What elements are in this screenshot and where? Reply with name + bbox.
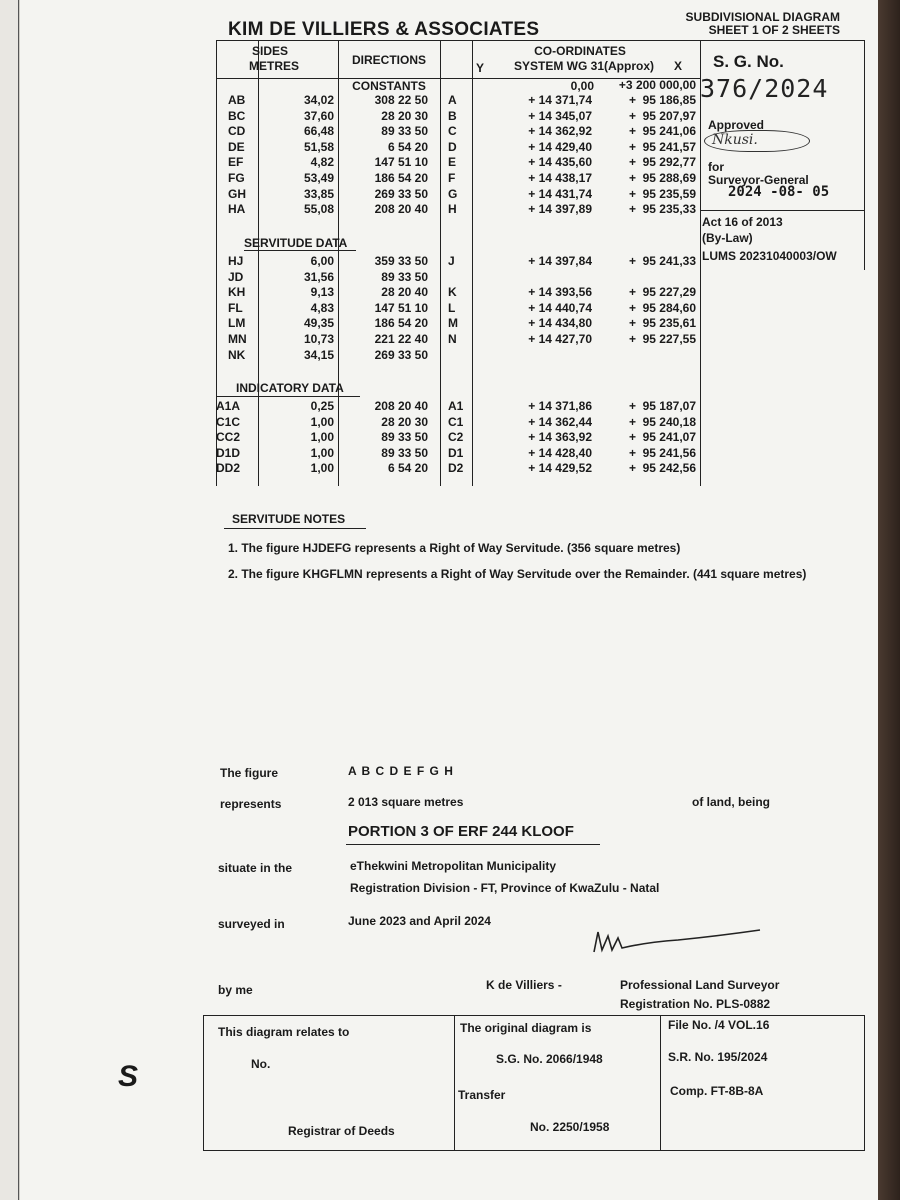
cell-point: A xyxy=(448,93,457,107)
for-label: for xyxy=(708,160,724,174)
relates-no-label: No. xyxy=(251,1057,271,1071)
cell-y-coordinate: + 14 362,92 xyxy=(528,124,592,139)
system-header: SYSTEM WG 31(Approx) xyxy=(514,59,655,73)
sr-number: S.R. No. 195/2024 xyxy=(668,1050,768,1064)
cell-x-coordinate: + 95 186,85 xyxy=(628,93,696,107)
cell-point: M xyxy=(448,316,458,331)
background-right-edge xyxy=(878,0,900,1200)
sg-box-right-rule xyxy=(864,40,865,270)
note-1: 1. The figure HJDEFG represents a Right of Way Servitude. (356 square metres) xyxy=(228,541,681,555)
approval-date: 2024 -08- 05 xyxy=(728,184,830,200)
directions-divider xyxy=(440,40,441,486)
indicatory-title-underline xyxy=(216,396,360,397)
cell-length: 10,73 xyxy=(303,332,334,346)
cell-direction: 28 20 40 xyxy=(381,285,428,300)
indicatory-data-title: INDICATORY DATA xyxy=(236,381,344,395)
cell-length: 1,00 xyxy=(310,461,334,476)
margin-mark: S xyxy=(118,1060,139,1093)
metres-header: METRES xyxy=(248,59,299,73)
cell-x-coordinate: + 95 242,56 xyxy=(628,461,696,476)
cell-point: G xyxy=(448,186,458,201)
cell-direction: 186 54 20 xyxy=(374,171,428,185)
original-diagram-label: The original diagram is xyxy=(460,1021,592,1035)
surveyor-name: K de Villiers - xyxy=(486,978,562,992)
cell-side: BC xyxy=(228,108,246,123)
property-underline xyxy=(346,844,600,845)
figure-value: A B C D E F G H xyxy=(348,764,454,778)
note-2: 2. The figure KHGFLMN represents a Right of Way Servitude over the Remainder. (441 square metres) xyxy=(228,567,807,581)
cell-direction: 6 54 20 xyxy=(387,139,428,154)
sheet-number: SHEET 1 OF 2 SHEETS xyxy=(708,23,840,37)
cell-length: 0,25 xyxy=(310,399,334,413)
cell-length: 34,15 xyxy=(303,347,334,362)
sg-number: 376/2024 xyxy=(700,74,829,103)
cell-length: 55,08 xyxy=(303,202,334,217)
cell-y-coordinate: + 14 429,52 xyxy=(528,461,592,476)
cell-side: EF xyxy=(228,155,244,170)
footer-right-rule xyxy=(864,1015,865,1151)
cell-direction: 208 20 40 xyxy=(374,202,428,217)
cell-x-coordinate: + 95 235,33 xyxy=(628,202,696,217)
cell-point: D2 xyxy=(448,461,464,476)
cell-x-coordinate: + 95 241,07 xyxy=(628,430,696,445)
cell-length: 1,00 xyxy=(310,414,334,429)
cell-direction: 186 54 20 xyxy=(374,316,428,331)
cell-point: C xyxy=(448,124,457,139)
diagram-sheet xyxy=(20,0,878,1200)
cell-point: D xyxy=(448,139,457,154)
cell-point: E xyxy=(448,155,457,170)
cell-point: F xyxy=(448,171,456,185)
cell-side: DD2 xyxy=(216,461,241,476)
cell-length: 1,00 xyxy=(310,445,334,460)
original-sg-number: S.G. No. 2066/1948 xyxy=(496,1052,603,1066)
cell-direction: 28 20 30 xyxy=(381,108,428,123)
cell-side: JD xyxy=(228,269,244,284)
cell-y-coordinate: + 14 429,40 xyxy=(528,139,592,154)
cell-length: 4,83 xyxy=(310,300,334,315)
cell-length: 4,82 xyxy=(310,155,334,170)
coordinates-header: CO-ORDINATES xyxy=(534,44,626,58)
directions-header: DIRECTIONS xyxy=(351,53,426,67)
cell-x-coordinate: + 95 241,56 xyxy=(628,445,696,460)
cell-x-coordinate: + 95 227,29 xyxy=(628,285,696,300)
cell-x-coordinate: + 95 235,59 xyxy=(628,186,696,201)
cell-side: CD xyxy=(228,124,246,139)
cell-x-coordinate: + 95 284,60 xyxy=(628,300,696,315)
cell-direction: 89 33 50 xyxy=(381,445,428,460)
cell-x-coordinate: + 95 241,33 xyxy=(628,254,696,268)
figure-label: The figure xyxy=(220,766,279,780)
approved-label: Approved xyxy=(708,118,765,132)
cell-point: D1 xyxy=(448,445,464,460)
cell-length: 1,00 xyxy=(310,430,334,445)
servitude-data-title: SERVITUDE DATA xyxy=(244,236,348,250)
cell-y-coordinate: + 14 363,92 xyxy=(528,430,592,445)
cell-side: FL xyxy=(228,300,243,315)
surveyor-signature xyxy=(588,924,768,958)
act-label: Act 16 of 2013 xyxy=(702,215,783,229)
cell-y-coordinate: + 14 440,74 xyxy=(528,300,592,315)
cell-point: C2 xyxy=(448,430,464,445)
cell-direction: 208 20 40 xyxy=(374,399,428,413)
cell-length: 34,02 xyxy=(303,93,334,107)
registration-division: Registration Division - FT, Province of KwaZulu - Natal xyxy=(350,881,660,895)
cell-direction: 89 33 50 xyxy=(381,124,428,139)
cell-direction: 269 33 50 xyxy=(374,347,428,362)
cell-length: 53,49 xyxy=(303,171,334,185)
comp-number: Comp. FT-8B-8A xyxy=(670,1084,764,1098)
cell-y-coordinate: + 14 371,74 xyxy=(528,93,592,107)
municipality: eThekwini Metropolitan Municipality xyxy=(350,859,557,873)
cell-y-coordinate: + 14 393,56 xyxy=(528,285,592,300)
cell-direction: 6 54 20 xyxy=(387,461,428,476)
cell-direction: 269 33 50 xyxy=(374,186,428,201)
relates-label: This diagram relates to xyxy=(218,1025,350,1039)
cell-point: K xyxy=(448,285,457,300)
cell-side: LM xyxy=(228,316,246,331)
situate-label: situate in the xyxy=(218,861,293,875)
profession: Professional Land Surveyor xyxy=(620,978,780,992)
cell-direction: 359 33 50 xyxy=(374,254,428,268)
footer-left-rule xyxy=(203,1015,204,1151)
cell-length: 49,35 xyxy=(303,316,334,331)
cell-y-coordinate: + 14 434,80 xyxy=(528,316,592,331)
cell-length: 33,85 xyxy=(303,186,334,201)
cell-direction: 147 51 10 xyxy=(374,155,428,170)
cell-side: GH xyxy=(228,186,246,201)
cell-side: C1C xyxy=(216,414,241,429)
by-me-label: by me xyxy=(218,983,253,997)
registration-number: Registration No. PLS-0882 xyxy=(620,997,771,1011)
cell-x-coordinate: + 95 292,77 xyxy=(628,155,696,170)
cell-y-coordinate: + 14 431,74 xyxy=(528,186,592,201)
x-header: X xyxy=(674,59,683,73)
cell-y-coordinate: + 14 371,86 xyxy=(528,399,592,413)
transfer-label: Transfer xyxy=(458,1088,506,1102)
cell-side: AB xyxy=(228,93,246,107)
cell-point: L xyxy=(448,300,456,315)
cell-length: 37,60 xyxy=(303,108,334,123)
cell-side: HJ xyxy=(228,254,244,268)
bylaw-label: (By-Law) xyxy=(702,231,753,245)
cell-point: C1 xyxy=(448,414,464,429)
cell-y-coordinate: + 14 438,17 xyxy=(528,171,592,185)
cell-side: MN xyxy=(228,332,247,346)
of-land-label: of land, being xyxy=(692,795,770,809)
cell-x-coordinate: + 95 187,07 xyxy=(628,399,696,413)
footer-mid-rule-2 xyxy=(660,1015,661,1151)
cell-x-coordinate: + 95 227,55 xyxy=(628,332,696,346)
coords-right-rule xyxy=(700,40,701,486)
sg-box-bottom-rule xyxy=(700,210,864,211)
cell-direction: 28 20 30 xyxy=(381,414,428,429)
represents-label: represents xyxy=(220,797,282,811)
cell-x-coordinate: + 95 240,18 xyxy=(628,414,696,429)
surveyed-label: surveyed in xyxy=(218,917,285,931)
cell-direction: 221 22 40 xyxy=(374,332,428,346)
cell-point: N xyxy=(448,332,457,346)
cell-y-coordinate: + 14 397,84 xyxy=(528,254,592,268)
transfer-number: No. 2250/1958 xyxy=(530,1120,610,1134)
cell-x-coordinate: + 95 288,69 xyxy=(628,171,696,185)
footer-bottom-rule xyxy=(203,1150,865,1151)
cell-direction: 308 22 50 xyxy=(374,93,428,107)
cell-x-coordinate: + 95 235,61 xyxy=(628,316,696,331)
diagram-type: SUBDIVISIONAL DIAGRAM xyxy=(685,10,840,24)
property-description: PORTION 3 OF ERF 244 KLOOF xyxy=(348,823,574,840)
cell-y-coordinate: + 14 435,60 xyxy=(528,155,592,170)
lums-number: LUMS 20231040003/OW xyxy=(702,249,837,263)
cell-side: DE xyxy=(228,139,245,154)
cell-side: FG xyxy=(228,171,245,185)
cell-x-coordinate: + 95 207,97 xyxy=(628,108,696,123)
table-top-rule xyxy=(216,40,864,41)
cell-point: H xyxy=(448,202,457,217)
cell-direction: 147 51 10 xyxy=(374,300,428,315)
footer-mid-rule-1 xyxy=(454,1015,455,1151)
cell-side: CC2 xyxy=(216,430,241,445)
background-left-edge xyxy=(0,0,19,1200)
cell-x-coordinate: + 95 241,06 xyxy=(628,124,696,139)
cell-y-coordinate: + 14 345,07 xyxy=(528,108,592,123)
file-number: File No. /4 VOL.16 xyxy=(668,1018,770,1032)
surveyor-general-label: Surveyor-General xyxy=(708,173,809,187)
registrar-label: Registrar of Deeds xyxy=(288,1124,395,1138)
footer-top-rule xyxy=(203,1015,865,1016)
area-value: 2 013 square metres xyxy=(348,795,464,809)
cell-side: KH xyxy=(228,285,246,300)
servitude-title-underline xyxy=(244,250,356,251)
cell-side: HA xyxy=(228,202,246,217)
notes-title-underline xyxy=(224,528,366,529)
firm-name: KIM DE VILLIERS & ASSOCIATES xyxy=(228,19,540,40)
constant-x: +3 200 000,00 xyxy=(618,78,696,92)
cell-y-coordinate: + 14 428,40 xyxy=(528,445,592,460)
y-header: Y xyxy=(476,61,485,75)
cell-y-coordinate: + 14 427,70 xyxy=(528,332,592,346)
cell-y-coordinate: + 14 397,89 xyxy=(528,202,592,217)
approval-signature: Nkusi. xyxy=(712,132,758,148)
notes-title: SERVITUDE NOTES xyxy=(232,512,346,526)
cell-point: A1 xyxy=(448,399,464,413)
cell-length: 6,00 xyxy=(310,254,334,268)
cell-direction: 89 33 50 xyxy=(381,430,428,445)
constants-label: CONSTANTS xyxy=(352,79,426,93)
cell-point: J xyxy=(448,254,455,268)
cell-point: B xyxy=(448,108,457,123)
sides-header: SIDES xyxy=(251,44,288,58)
cell-length: 9,13 xyxy=(310,285,334,300)
sg-number-label: S. G. No. xyxy=(713,52,784,71)
surveyed-date: June 2023 and April 2024 xyxy=(348,914,491,928)
cell-direction: 89 33 50 xyxy=(381,269,428,284)
constant-y: 0,00 xyxy=(570,79,594,93)
cell-x-coordinate: + 95 241,57 xyxy=(628,139,696,154)
cell-side: NK xyxy=(228,347,246,362)
cell-y-coordinate: + 14 362,44 xyxy=(528,414,592,429)
cell-side: D1D xyxy=(216,445,241,460)
cell-length: 66,48 xyxy=(303,124,334,139)
cell-side: A1A xyxy=(216,399,241,413)
cell-length: 31,56 xyxy=(303,269,334,284)
cell-length: 51,58 xyxy=(303,139,334,154)
